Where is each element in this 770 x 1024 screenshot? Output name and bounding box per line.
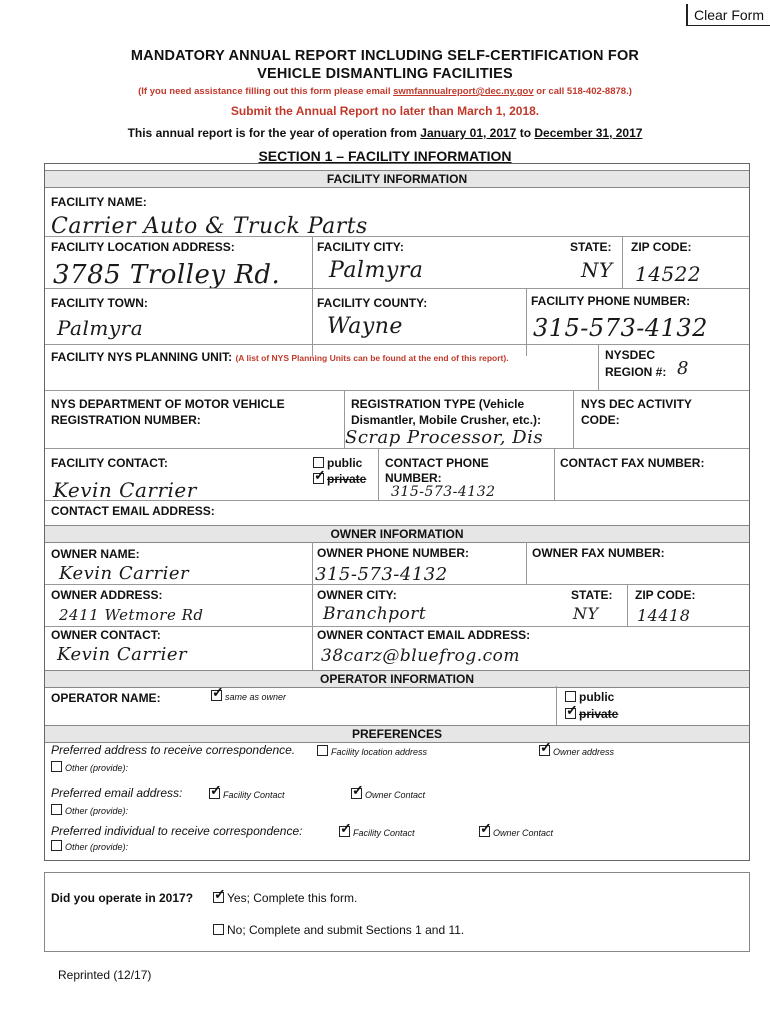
pref-address-other-option[interactable]: Other (provide): — [51, 761, 128, 773]
assistance-note: (If you need assistance filling out this form please email swmfannualreport@dec.ny.gov or call 518-402-8878.) — [138, 86, 632, 97]
facility-phone-label: FACILITY PHONE NUMBER: — [531, 294, 691, 308]
contact-email-label: CONTACT EMAIL ADDRESS: — [51, 504, 215, 518]
facility-address-value[interactable]: 3785 Trolley Rd. — [53, 260, 281, 290]
dmv-registration-label-2: REGISTRATION NUMBER: — [51, 413, 201, 427]
facility-address-label: FACILITY LOCATION ADDRESS: — [51, 240, 235, 254]
facility-county-label: FACILITY COUNTY: — [317, 296, 428, 310]
operator-public-option[interactable]: public — [565, 690, 614, 704]
pref-email-owner-checkbox[interactable] — [351, 788, 362, 799]
facility-town-value[interactable]: Palmyra — [57, 316, 144, 340]
owner-zip-label: ZIP CODE: — [635, 588, 696, 602]
activity-code-label-2: CODE: — [581, 413, 620, 427]
same-as-owner-option[interactable]: ✓ same as owner — [211, 690, 286, 702]
pref-email-facility-option[interactable]: ✓ Facility Contact — [209, 788, 285, 800]
owner-information-band: OWNER INFORMATION — [45, 525, 749, 543]
operator-information-band: OPERATOR INFORMATION — [45, 670, 749, 688]
pref-email-facility-checkbox[interactable] — [209, 788, 220, 799]
facility-state-value[interactable]: NY — [581, 258, 613, 282]
dmv-registration-label: NYS DEPARTMENT OF MOTOR VEHICLE — [51, 397, 285, 411]
operation-box — [44, 872, 750, 952]
planning-unit-note: (A list of NYS Planning Units can be found at the end of this report). — [235, 353, 509, 363]
report-title-line-2: VEHICLE DISMANTLING FACILITIES — [257, 66, 513, 82]
registration-type-label: REGISTRATION TYPE (Vehicle — [351, 397, 525, 411]
operation-no-option[interactable]: No; Complete and submit Sections 1 and 11. — [213, 923, 464, 937]
facility-name-value[interactable]: Carrier Auto & Truck Parts — [51, 214, 368, 239]
assistance-email-link[interactable]: swmfannualreport@dec.ny.gov — [393, 86, 534, 97]
pref-individual-facility-checkbox[interactable] — [339, 826, 350, 837]
registration-type-value[interactable]: Scrap Processor, Dis — [345, 427, 544, 448]
preferences-band: PREFERENCES — [45, 725, 749, 743]
operator-private-option[interactable]: ✓private — [565, 707, 618, 721]
facility-county-value[interactable]: Wayne — [327, 314, 403, 339]
owner-name-label: OWNER NAME: — [51, 547, 140, 561]
contact-public-option[interactable]: public — [313, 456, 362, 470]
facility-phone-value[interactable]: 315-573-4132 — [533, 314, 708, 342]
owner-email-value[interactable]: 38carz@bluefrog.com — [321, 646, 521, 666]
operation-yes-checkbox[interactable] — [213, 892, 224, 903]
nysdec-region-label-2: REGION #: — [605, 365, 667, 379]
owner-contact-label: OWNER CONTACT: — [51, 628, 161, 642]
facility-contact-label: FACILITY CONTACT: — [51, 456, 168, 470]
operator-name-label: OPERATOR NAME: — [51, 691, 161, 705]
facility-city-label: FACILITY CITY: — [317, 240, 404, 254]
owner-phone-label: OWNER PHONE NUMBER: — [317, 546, 469, 560]
owner-phone-value[interactable]: 315-573-4132 — [315, 564, 448, 585]
owner-name-value[interactable]: Kevin Carrier — [59, 563, 190, 584]
contact-fax-label: CONTACT FAX NUMBER: — [560, 456, 705, 470]
submission-deadline: Submit the Annual Report no later than March 1, 2018. — [230, 104, 540, 118]
owner-state-label: STATE: — [571, 588, 613, 602]
facility-city-value[interactable]: Palmyra — [329, 258, 424, 283]
contact-phone-value[interactable]: 315-573-4132 — [391, 484, 496, 500]
facility-zip-label: ZIP CODE: — [631, 240, 692, 254]
facility-zip-value[interactable]: 14522 — [635, 262, 702, 286]
nysdec-region-value[interactable]: 8 — [677, 358, 689, 379]
operation-yes-option[interactable]: ✓ Yes; Complete this form. — [213, 891, 357, 905]
pref-individual-other-option[interactable]: Other (provide): — [51, 840, 128, 852]
owner-address-label: OWNER ADDRESS: — [51, 588, 163, 602]
owner-address-value[interactable]: 2411 Wetmore Rd — [59, 606, 204, 624]
facility-town-label: FACILITY TOWN: — [51, 296, 148, 310]
pref-individual-other-checkbox[interactable] — [51, 840, 62, 851]
contact-private-option[interactable]: ✓private — [313, 472, 366, 486]
pref-email-owner-option[interactable]: ✓ Owner Contact — [351, 788, 425, 800]
facility-name-label: FACILITY NAME: — [51, 195, 147, 209]
owner-city-value[interactable]: Branchport — [323, 604, 427, 624]
planning-unit-label: FACILITY NYS PLANNING UNIT: (A list of NYS Planning Units can be found at the end of this report). — [51, 350, 509, 364]
facility-form — [44, 163, 750, 861]
operator-private-checkbox[interactable] — [565, 708, 576, 719]
owner-city-label: OWNER CITY: — [317, 588, 397, 602]
report-year: This annual report is for the year of operation from January 01, 2017 to December 31, 2017 — [127, 126, 643, 140]
activity-code-label: NYS DEC ACTIVITY — [581, 397, 692, 411]
pref-individual-question: Preferred individual to receive correspondence: — [51, 824, 303, 838]
owner-email-label: OWNER CONTACT EMAIL ADDRESS: — [317, 628, 531, 642]
owner-zip-value[interactable]: 14418 — [637, 606, 691, 625]
pref-address-facility-option[interactable]: Facility location address — [317, 745, 427, 757]
pref-address-question: Preferred address to receive correspondence. — [51, 743, 296, 757]
pref-email-other-checkbox[interactable] — [51, 804, 62, 815]
section-title: SECTION 1 – FACILITY INFORMATION — [258, 148, 512, 164]
owner-state-value[interactable]: NY — [573, 604, 599, 623]
pref-individual-owner-option[interactable]: ✓ Owner Contact — [479, 826, 553, 838]
report-title-line-1: MANDATORY ANNUAL REPORT INCLUDING SELF-CERTIFICATION FOR — [130, 48, 640, 64]
same-as-owner-checkbox[interactable] — [211, 690, 222, 701]
nysdec-region-label: NYSDEC — [605, 348, 656, 362]
clear-form-button[interactable]: Clear Form — [686, 4, 770, 26]
pref-address-owner-checkbox[interactable] — [539, 745, 550, 756]
owner-contact-value[interactable]: Kevin Carrier — [57, 644, 188, 665]
contact-private-checkbox[interactable] — [313, 473, 324, 484]
operator-public-checkbox[interactable] — [565, 691, 576, 702]
facility-information-band: FACILITY INFORMATION — [45, 170, 749, 188]
operation-question: Did you operate in 2017? — [51, 891, 194, 905]
pref-email-question: Preferred email address: — [51, 786, 183, 800]
registration-type-label-2: Dismantler, Mobile Crusher, etc.): — [351, 413, 542, 427]
owner-fax-label: OWNER FAX NUMBER: — [532, 546, 665, 560]
reprint-note: Reprinted (12/17) — [58, 968, 152, 982]
facility-state-label: STATE: — [570, 240, 612, 254]
pref-address-owner-option[interactable]: ✓ Owner address — [539, 745, 614, 757]
pref-email-other-option[interactable]: Other (provide): — [51, 804, 128, 816]
pref-individual-facility-option[interactable]: ✓ Facility Contact — [339, 826, 415, 838]
facility-contact-value[interactable]: Kevin Carrier — [53, 478, 197, 502]
contact-phone-label-2: NUMBER: — [385, 471, 442, 485]
pref-individual-owner-checkbox[interactable] — [479, 826, 490, 837]
pref-address-facility-checkbox[interactable] — [317, 745, 328, 756]
contact-phone-label: CONTACT PHONE — [385, 456, 489, 470]
pref-address-other-checkbox[interactable] — [51, 761, 62, 772]
operation-no-checkbox[interactable] — [213, 924, 224, 935]
